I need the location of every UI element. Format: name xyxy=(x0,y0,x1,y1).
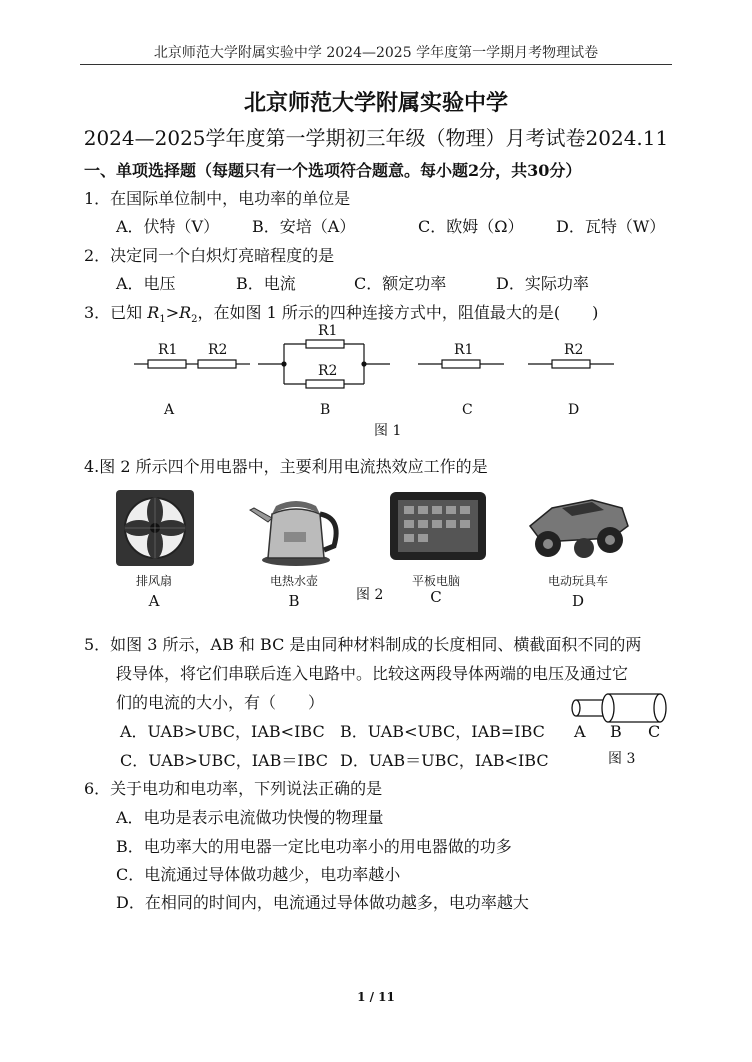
electric-kettle-icon xyxy=(244,488,344,568)
conductor-letter-c: C xyxy=(648,722,661,741)
question-2-stem: 2．决定同一个白炽灯亮暗程度的是 xyxy=(84,246,335,265)
q1-option-b: B．安培（A） xyxy=(252,217,356,236)
circuit-c xyxy=(418,360,504,368)
appliance-name-a: 排风扇 xyxy=(135,574,172,588)
q6-option-c: C．电流通过导体做功越少，电功率越小 xyxy=(116,865,401,884)
q6-option-b: B．电功率大的用电器一定比电功率小的用电器做的功多 xyxy=(116,837,512,856)
q3-prefix: 3．已知 xyxy=(84,303,148,322)
circuit-d xyxy=(528,360,614,368)
q5-option-b: B．UAB<UBC，IAB=IBC xyxy=(340,722,545,741)
q3-r1-symbol: R xyxy=(147,303,160,322)
figure-1-circuits xyxy=(120,322,640,402)
appliance-name-d: 电动玩具车 xyxy=(547,574,608,588)
figure-3-caption: 图 3 xyxy=(608,751,636,767)
question-5-line-3: 们的电流的大小，有（ ） xyxy=(116,693,325,712)
q5-option-d: D．UAB＝UBC，IAB<IBC xyxy=(340,751,549,770)
q6-option-a: A．电功是表示电流做功快慢的物理量 xyxy=(116,808,384,827)
q6-option-d: D．在相同的时间内，电流通过导体做功越多，电功率越大 xyxy=(116,893,529,912)
appliance-letter-b: B xyxy=(288,592,300,610)
figure-3-conductor xyxy=(568,690,672,726)
junction-right xyxy=(361,361,366,366)
q2-option-c: C．额定功率 xyxy=(354,274,447,293)
page-header: 北京师范大学附属实验中学 2024—2025 学年度第一学期月考物理试卷 xyxy=(153,45,599,61)
circuit-letter-d: D xyxy=(568,402,580,418)
appliance-letter-d: D xyxy=(571,592,585,610)
q1-option-c: C．欧姆（Ω） xyxy=(418,217,524,236)
label-b-r1: R1 xyxy=(318,323,338,339)
q2-option-a: A．电压 xyxy=(116,274,176,293)
q2-option-b: B．电流 xyxy=(236,274,296,293)
circuit-letter-b: B xyxy=(320,402,331,418)
figure-2-caption: 图 2 xyxy=(356,587,384,603)
figure-1-caption: 图 1 xyxy=(374,423,402,439)
circuit-letter-a: A xyxy=(164,402,175,418)
school-title: 北京师范大学附属实验中学 xyxy=(243,90,508,116)
exam-title: 2024—2025学年度第一学期初三年级（物理）月考试卷2024.11 xyxy=(83,126,669,150)
junction-left xyxy=(281,361,286,366)
page-number: 1 / 11 xyxy=(357,990,395,1004)
appliance-letter-c: C xyxy=(430,588,442,606)
q2-option-d: D．实际功率 xyxy=(496,274,589,293)
section-heading: 一、单项选择题（每题只有一个选项符合题意。每小题2分，共30分） xyxy=(84,161,582,180)
label-a-r2: R2 xyxy=(208,342,228,358)
header-divider xyxy=(80,64,672,65)
q1-option-d: D．瓦特（W） xyxy=(556,217,666,236)
label-d-r2: R2 xyxy=(564,342,584,358)
question-5-line-1: 5．如图 3 所示，AB 和 BC 是由同种材料制成的长度相同、横截面积不同的两 xyxy=(84,635,642,654)
q5-option-c: C．UAB>UBC，IAB＝IBC xyxy=(120,751,328,770)
q3-r2-sub: 2 xyxy=(191,314,198,326)
conductor-letter-a: A xyxy=(574,722,586,741)
appliance-name-b: 电热水壶 xyxy=(269,574,318,588)
conductor-letter-b: B xyxy=(610,722,622,741)
appliance-name-c: 平板电脑 xyxy=(411,574,460,588)
label-c-r1: R1 xyxy=(454,342,474,358)
label-b-r2: R2 xyxy=(318,363,338,379)
q5-option-a: A．UAB>UBC，IAB<IBC xyxy=(120,722,325,741)
toy-car-icon xyxy=(522,486,634,564)
tablet-icon xyxy=(388,488,488,564)
q1-option-a: A．伏特（V） xyxy=(116,217,220,236)
q3-r1-sub: 1 xyxy=(159,314,166,326)
question-6-stem: 6．关于电功和电功率，下列说法正确的是 xyxy=(84,779,383,798)
exhaust-fan-icon xyxy=(114,488,196,568)
question-5-line-2: 段导体，将它们串联后连入电路中。比较这两段导体两端的电压及通过它 xyxy=(116,664,629,683)
circuit-letter-c: C xyxy=(462,402,473,418)
q3-gt: > xyxy=(165,303,180,322)
question-4-stem: 4.图 2 所示四个用电器中，主要利用电流热效应工作的是 xyxy=(84,457,488,476)
circuit-a xyxy=(134,360,250,368)
q3-suffix: ，在如图 1 所示的四种连接方式中，阻值最大的是( ) xyxy=(197,303,599,322)
appliance-letter-a: A xyxy=(148,592,160,610)
q3-r2-symbol: R xyxy=(179,303,192,322)
label-a-r1: R1 xyxy=(158,342,178,358)
question-1-stem: 1．在国际单位制中，电功率的单位是 xyxy=(84,189,351,208)
